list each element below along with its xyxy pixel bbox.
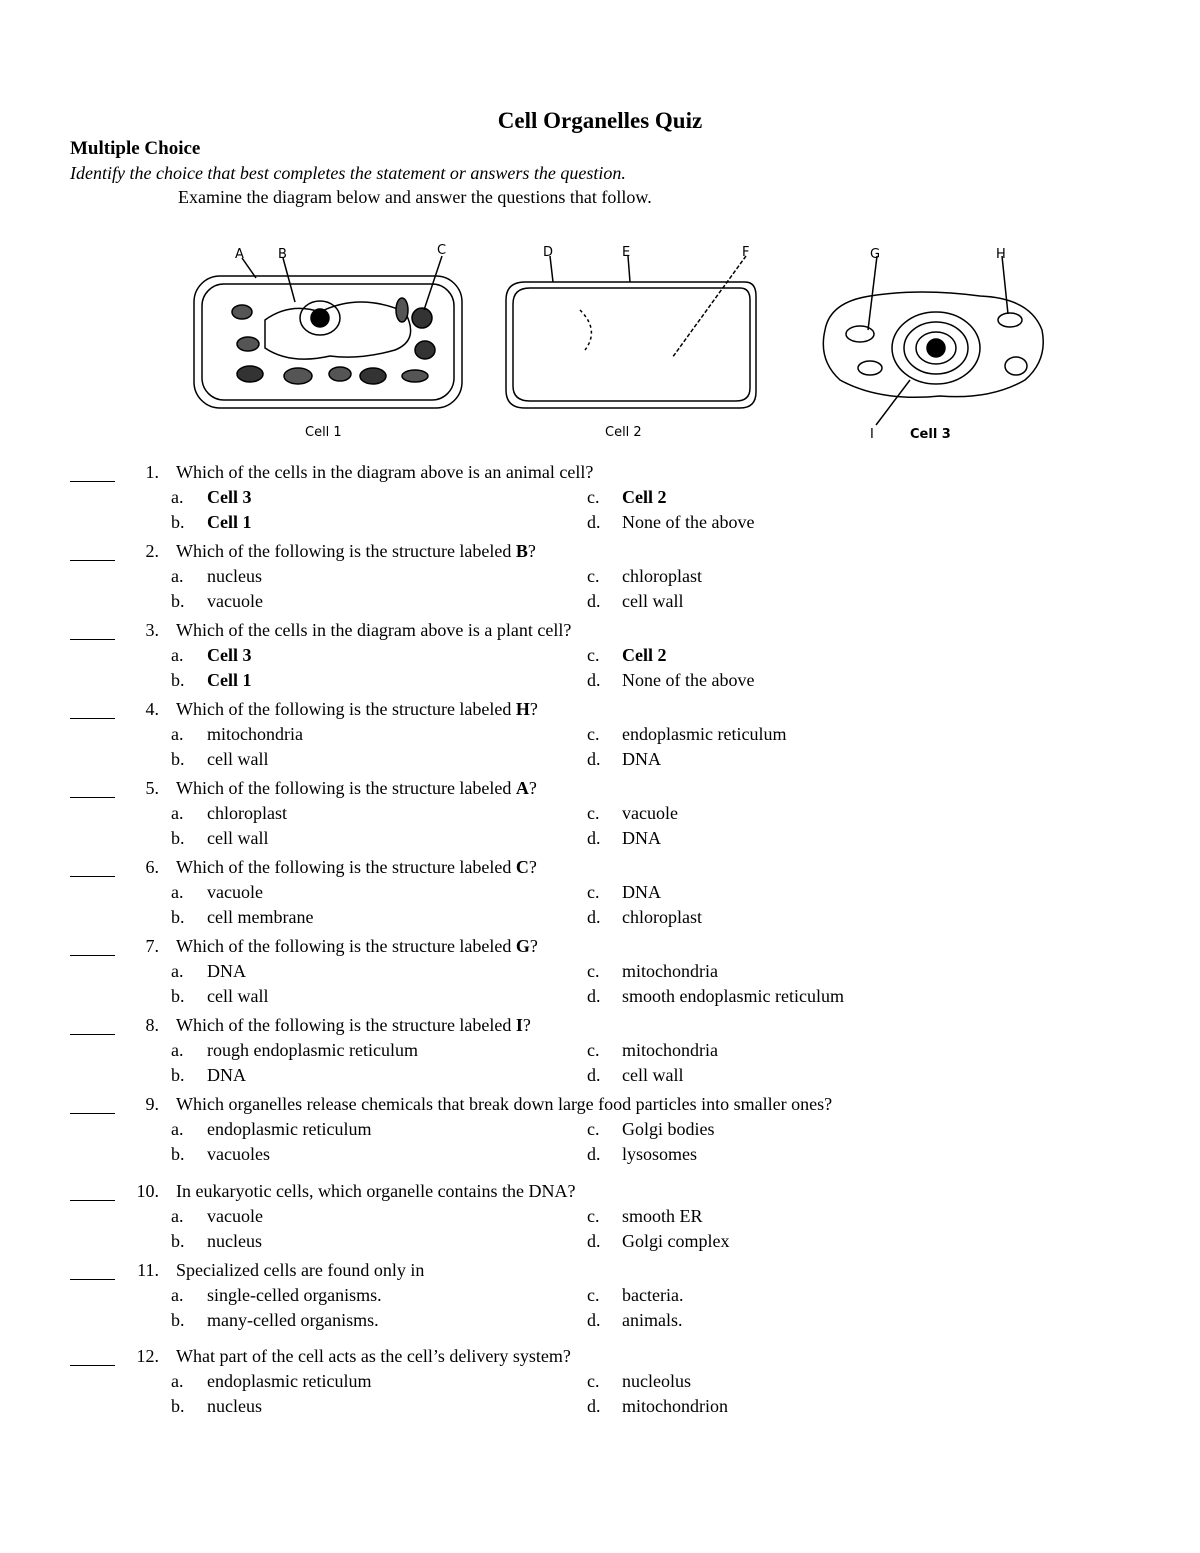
option-letter: c. bbox=[587, 724, 600, 744]
option-letter: a. bbox=[171, 566, 184, 586]
question-mark: ? bbox=[527, 541, 536, 561]
option-c: mitochondria bbox=[622, 961, 718, 981]
question-number: 8. bbox=[145, 1015, 159, 1035]
option-d: mitochondrion bbox=[622, 1396, 728, 1416]
question-item bbox=[0, 1181, 1200, 1261]
option-letter: a. bbox=[171, 961, 184, 981]
question-stem: Which of the following is the structure labeled bbox=[176, 1015, 516, 1035]
option-b: vacuoles bbox=[207, 1144, 270, 1164]
option-c: nucleolus bbox=[622, 1371, 691, 1391]
option-c: Cell 2 bbox=[622, 645, 667, 665]
option-letter: c. bbox=[587, 1040, 600, 1060]
option-letter: d. bbox=[587, 1144, 601, 1164]
option-letter: a. bbox=[171, 645, 184, 665]
option-a: vacuole bbox=[207, 1206, 263, 1226]
diagram-prompt: Examine the diagram below and answer the questions that follow. bbox=[178, 187, 652, 207]
option-letter: d. bbox=[587, 986, 601, 1006]
label-I: I bbox=[870, 427, 874, 442]
question-stem: Which of the cells in the diagram above is an animal cell? bbox=[176, 462, 594, 482]
option-a: vacuole bbox=[207, 882, 263, 902]
caption-cell-2: Cell 2 bbox=[605, 425, 642, 440]
option-letter: a. bbox=[171, 1285, 184, 1305]
question-number: 3. bbox=[145, 620, 159, 640]
option-letter: d. bbox=[587, 1396, 601, 1416]
question-mark: ? bbox=[528, 778, 537, 798]
option-letter: a. bbox=[171, 803, 184, 823]
option-letter: b. bbox=[171, 1310, 185, 1330]
option-a: mitochondria bbox=[207, 724, 303, 744]
question-text bbox=[176, 1094, 832, 1115]
label-G: G bbox=[870, 247, 881, 262]
option-letter: b. bbox=[171, 591, 185, 611]
option-letter: a. bbox=[171, 1119, 184, 1139]
cell-3-drawing bbox=[823, 247, 1043, 442]
question-item bbox=[0, 778, 1200, 858]
option-d: smooth endoplasmic reticulum bbox=[622, 986, 844, 1006]
option-letter: d. bbox=[587, 907, 601, 927]
option-letter: c. bbox=[587, 1206, 600, 1226]
option-letter: c. bbox=[587, 961, 600, 981]
option-letter: b. bbox=[171, 749, 185, 769]
option-letter: a. bbox=[171, 724, 184, 744]
question-mark: ? bbox=[529, 699, 538, 719]
page-title: Cell Organelles Quiz bbox=[497, 108, 703, 133]
option-a: nucleus bbox=[207, 566, 262, 586]
question-term: H bbox=[515, 699, 530, 719]
question-stem: Which of the following is the structure labeled bbox=[176, 541, 516, 561]
question-text bbox=[176, 1181, 576, 1202]
option-b: Cell 1 bbox=[207, 512, 252, 532]
option-b: cell membrane bbox=[207, 907, 314, 927]
question-item bbox=[0, 541, 1200, 621]
label-H: H bbox=[996, 247, 1006, 262]
option-letter: b. bbox=[171, 670, 185, 690]
question-text bbox=[176, 1346, 571, 1367]
question-number: 6. bbox=[145, 857, 159, 877]
answer-blank[interactable] bbox=[70, 462, 115, 482]
option-letter: d. bbox=[587, 749, 601, 769]
answer-blank[interactable] bbox=[70, 1015, 115, 1035]
option-b: Cell 1 bbox=[207, 670, 252, 690]
option-letter: c. bbox=[587, 566, 600, 586]
question-term: G bbox=[515, 936, 530, 956]
option-d: lysosomes bbox=[622, 1144, 698, 1164]
option-letter: a. bbox=[171, 1371, 184, 1391]
answer-blank[interactable] bbox=[70, 1094, 115, 1114]
option-c: bacteria. bbox=[622, 1285, 684, 1305]
question-text bbox=[176, 699, 538, 720]
option-letter: d. bbox=[587, 512, 601, 532]
option-a: Cell 3 bbox=[207, 487, 252, 507]
option-c: Cell 2 bbox=[622, 487, 667, 507]
question-text bbox=[176, 462, 593, 483]
option-c: DNA bbox=[622, 882, 661, 902]
option-letter: b. bbox=[171, 828, 185, 848]
option-letter: c. bbox=[587, 645, 600, 665]
option-letter: a. bbox=[171, 1206, 184, 1226]
question-term: I bbox=[515, 1015, 523, 1035]
option-d: None of the above bbox=[622, 670, 755, 690]
option-a: single-celled organisms. bbox=[207, 1285, 382, 1305]
question-number: 5. bbox=[145, 778, 159, 798]
option-c: mitochondria bbox=[622, 1040, 718, 1060]
question-item bbox=[0, 1346, 1200, 1426]
option-a: chloroplast bbox=[207, 803, 287, 823]
question-stem: Which of the following is the structure labeled bbox=[176, 699, 516, 719]
option-letter: c. bbox=[587, 882, 600, 902]
question-item bbox=[0, 1260, 1200, 1340]
option-d: None of the above bbox=[622, 512, 755, 532]
question-item bbox=[0, 620, 1200, 700]
option-b: cell wall bbox=[207, 828, 269, 848]
option-letter: d. bbox=[587, 1310, 601, 1330]
question-text bbox=[176, 778, 537, 799]
option-letter: d. bbox=[587, 1231, 601, 1251]
option-d: cell wall bbox=[622, 591, 684, 611]
question-stem: In eukaryotic cells, which organelle contains the DNA? bbox=[176, 1181, 576, 1201]
question-stem: Which organelles release chemicals that break down large food particles into smaller ones? bbox=[176, 1094, 833, 1114]
question-stem: Which of the following is the structure labeled bbox=[176, 857, 516, 877]
question-text bbox=[176, 936, 538, 957]
option-c: Golgi bodies bbox=[622, 1119, 715, 1139]
label-B: B bbox=[278, 247, 287, 262]
question-stem: What part of the cell acts as the cell’s delivery system? bbox=[176, 1346, 571, 1366]
option-letter: d. bbox=[587, 828, 601, 848]
question-number: 11. bbox=[137, 1260, 159, 1280]
option-letter: b. bbox=[171, 512, 185, 532]
section-heading: Multiple Choice bbox=[70, 138, 201, 159]
option-letter: b. bbox=[171, 907, 185, 927]
option-d: animals. bbox=[622, 1310, 683, 1330]
question-mark: ? bbox=[522, 1015, 531, 1035]
option-letter: b. bbox=[171, 1144, 185, 1164]
question-mark: ? bbox=[528, 857, 537, 877]
option-d: chloroplast bbox=[622, 907, 702, 927]
question-item bbox=[0, 1094, 1200, 1174]
cell-1-drawing bbox=[194, 243, 462, 440]
answer-blank[interactable] bbox=[70, 778, 115, 798]
cell-2-drawing bbox=[506, 245, 756, 440]
answer-blank[interactable] bbox=[70, 699, 115, 719]
option-c: chloroplast bbox=[622, 566, 702, 586]
option-b: cell wall bbox=[207, 749, 269, 769]
option-letter: d. bbox=[587, 591, 601, 611]
option-letter: c. bbox=[587, 803, 600, 823]
option-a: Cell 3 bbox=[207, 645, 252, 665]
question-term: C bbox=[515, 857, 529, 877]
question-text bbox=[176, 1015, 531, 1036]
option-b: nucleus bbox=[207, 1231, 262, 1251]
question-text bbox=[176, 1260, 424, 1281]
question-item bbox=[0, 462, 1200, 542]
answer-blank[interactable] bbox=[70, 1260, 115, 1280]
answer-blank[interactable] bbox=[70, 857, 115, 877]
answer-blank[interactable] bbox=[70, 1346, 115, 1366]
option-letter: a. bbox=[171, 882, 184, 902]
question-number: 10. bbox=[136, 1181, 159, 1201]
question-stem: Specialized cells are found only in bbox=[176, 1260, 425, 1280]
option-letter: c. bbox=[587, 1285, 600, 1305]
question-number: 2. bbox=[145, 541, 159, 561]
question-item bbox=[0, 699, 1200, 779]
answer-blank[interactable] bbox=[70, 936, 115, 956]
option-letter: d. bbox=[587, 670, 601, 690]
question-term: B bbox=[515, 541, 528, 561]
option-b: many-celled organisms. bbox=[207, 1310, 379, 1330]
option-letter: c. bbox=[587, 1371, 600, 1391]
question-number: 7. bbox=[145, 936, 159, 956]
label-E: E bbox=[622, 245, 631, 260]
option-letter: b. bbox=[171, 1231, 185, 1251]
option-letter: b. bbox=[171, 1065, 185, 1085]
question-text bbox=[176, 541, 536, 562]
answer-blank[interactable] bbox=[70, 541, 115, 561]
question-text bbox=[176, 857, 537, 878]
option-letter: b. bbox=[171, 986, 185, 1006]
caption-cell-3: Cell 3 bbox=[910, 427, 951, 442]
question-stem: Which of the cells in the diagram above is a plant cell? bbox=[176, 620, 572, 640]
label-A: A bbox=[235, 247, 244, 262]
option-b: DNA bbox=[207, 1065, 246, 1085]
question-item bbox=[0, 1015, 1200, 1095]
option-c: vacuole bbox=[622, 803, 678, 823]
option-a: endoplasmic reticulum bbox=[207, 1371, 372, 1391]
option-letter: a. bbox=[171, 1040, 184, 1060]
option-letter: c. bbox=[587, 1119, 600, 1139]
question-term: A bbox=[515, 778, 529, 798]
question-number: 1. bbox=[145, 462, 159, 482]
option-letter: b. bbox=[171, 1396, 185, 1416]
option-b: nucleus bbox=[207, 1396, 262, 1416]
option-b: cell wall bbox=[207, 986, 269, 1006]
question-mark: ? bbox=[529, 936, 538, 956]
option-d: cell wall bbox=[622, 1065, 684, 1085]
question-number: 12. bbox=[136, 1346, 159, 1366]
question-text bbox=[176, 620, 571, 641]
option-letter: c. bbox=[587, 487, 600, 507]
option-c: endoplasmic reticulum bbox=[622, 724, 787, 744]
cell-diagram bbox=[180, 240, 1060, 450]
option-a: rough endoplasmic reticulum bbox=[207, 1040, 418, 1060]
label-C: C bbox=[437, 243, 447, 258]
option-a: DNA bbox=[207, 961, 246, 981]
question-item bbox=[0, 936, 1200, 1016]
label-F: F bbox=[742, 245, 750, 260]
answer-blank[interactable] bbox=[70, 620, 115, 640]
question-stem: Which of the following is the structure labeled bbox=[176, 778, 516, 798]
option-letter: a. bbox=[171, 487, 184, 507]
option-c: smooth ER bbox=[622, 1206, 703, 1226]
question-stem: Which of the following is the structure labeled bbox=[176, 936, 516, 956]
option-b: vacuole bbox=[207, 591, 263, 611]
option-d: DNA bbox=[622, 828, 661, 848]
option-a: endoplasmic reticulum bbox=[207, 1119, 372, 1139]
option-letter: d. bbox=[587, 1065, 601, 1085]
caption-cell-1: Cell 1 bbox=[305, 425, 342, 440]
option-d: Golgi complex bbox=[622, 1231, 730, 1251]
instructions: Identify the choice that best completes the statement or answers the question. bbox=[70, 163, 626, 183]
option-d: DNA bbox=[622, 749, 661, 769]
question-number: 4. bbox=[145, 699, 159, 719]
answer-blank[interactable] bbox=[70, 1181, 115, 1201]
label-D: D bbox=[543, 245, 554, 260]
question-item bbox=[0, 857, 1200, 937]
question-number: 9. bbox=[145, 1094, 159, 1114]
